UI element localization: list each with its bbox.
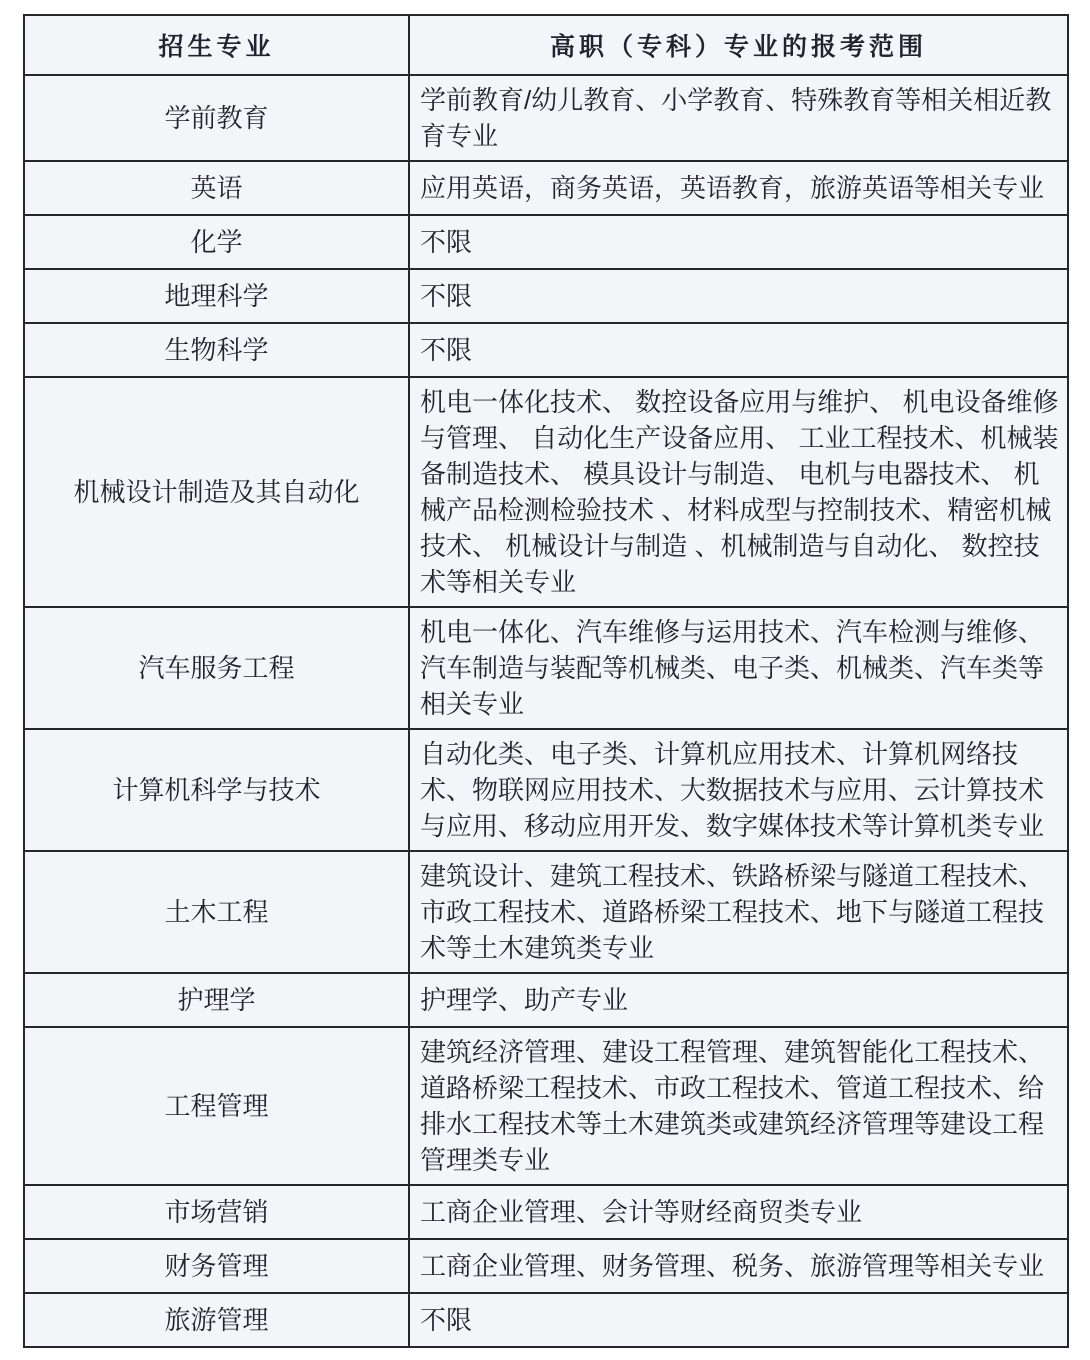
major-cell: 汽车服务工程 [24,607,409,729]
scope-cell: 工商企业管理、财务管理、税务、旅游管理等相关专业 [409,1239,1068,1293]
major-cell: 旅游管理 [24,1293,409,1347]
enrollment-majors-table [23,14,1069,1348]
major-cell: 计算机科学与技术 [24,729,409,851]
table-row [24,161,1068,215]
header-scope: 高职（专科）专业的报考范围 [409,15,1068,75]
header-major: 招生专业 [24,15,409,75]
table-row [24,1027,1068,1185]
scope-cell: 自动化类、电子类、计算机应用技术、计算机网络技术、物联网应用技术、大数据技术与应用、云计算技术与应用、移动应用开发、数字媒体技术等计算机类专业 [409,729,1068,851]
major-cell: 化学 [24,215,409,269]
major-cell: 市场营销 [24,1185,409,1239]
major-cell: 财务管理 [24,1239,409,1293]
table-row [24,75,1068,161]
header-row [24,15,1068,75]
table-row [24,729,1068,851]
major-cell: 工程管理 [24,1027,409,1185]
table-row [24,1293,1068,1347]
scope-cell: 不限 [409,269,1068,323]
scope-cell: 学前教育/幼儿教育、小学教育、特殊教育等相关相近教育专业 [409,75,1068,161]
table-row [24,215,1068,269]
major-cell: 机械设计制造及其自动化 [24,377,409,607]
table-row [24,973,1068,1027]
major-cell: 英语 [24,161,409,215]
scope-cell: 不限 [409,1293,1068,1347]
scope-cell: 应用英语，商务英语，英语教育，旅游英语等相关专业 [409,161,1068,215]
table-row [24,269,1068,323]
major-cell: 护理学 [24,973,409,1027]
major-cell: 学前教育 [24,75,409,161]
major-cell: 地理科学 [24,269,409,323]
table-row [24,323,1068,377]
table-row [24,1185,1068,1239]
scope-cell: 建筑设计、建筑工程技术、铁路桥梁与隧道工程技术、市政工程技术、道路桥梁工程技术、地下与隧道工程技术等土木建筑类专业 [409,851,1068,973]
table-row [24,851,1068,973]
table-row [24,1239,1068,1293]
scope-cell: 护理学、助产专业 [409,973,1068,1027]
scope-cell: 不限 [409,215,1068,269]
major-cell: 土木工程 [24,851,409,973]
scope-cell: 建筑经济管理、建设工程管理、建筑智能化工程技术、道路桥梁工程技术、市政工程技术、管道工程技术、给排水工程技术等土木建筑类或建筑经济管理等建设工程管理类专业 [409,1027,1068,1185]
table-row [24,377,1068,607]
scope-cell: 不限 [409,323,1068,377]
table-row [24,607,1068,729]
scope-cell: 机电一体化技术、 数控设备应用与维护、 机电设备维修与管理、 自动化生产设备应用、 工业工程技术、机械装备制造技术、 模具设计与制造、 电机与电器技术、 机械产品检测检验技术 、材料成型与控制技术、精密机械技术、 机械设计与制造 、机械制造与自动化、 数控技术等相关专业 [409,377,1068,607]
scope-cell: 工商企业管理、会计等财经商贸类专业 [409,1185,1068,1239]
scope-cell: 机电一体化、汽车维修与运用技术、汽车检测与维修、汽车制造与装配等机械类、电子类、机械类、汽车类等相关专业 [409,607,1068,729]
major-cell: 生物科学 [24,323,409,377]
